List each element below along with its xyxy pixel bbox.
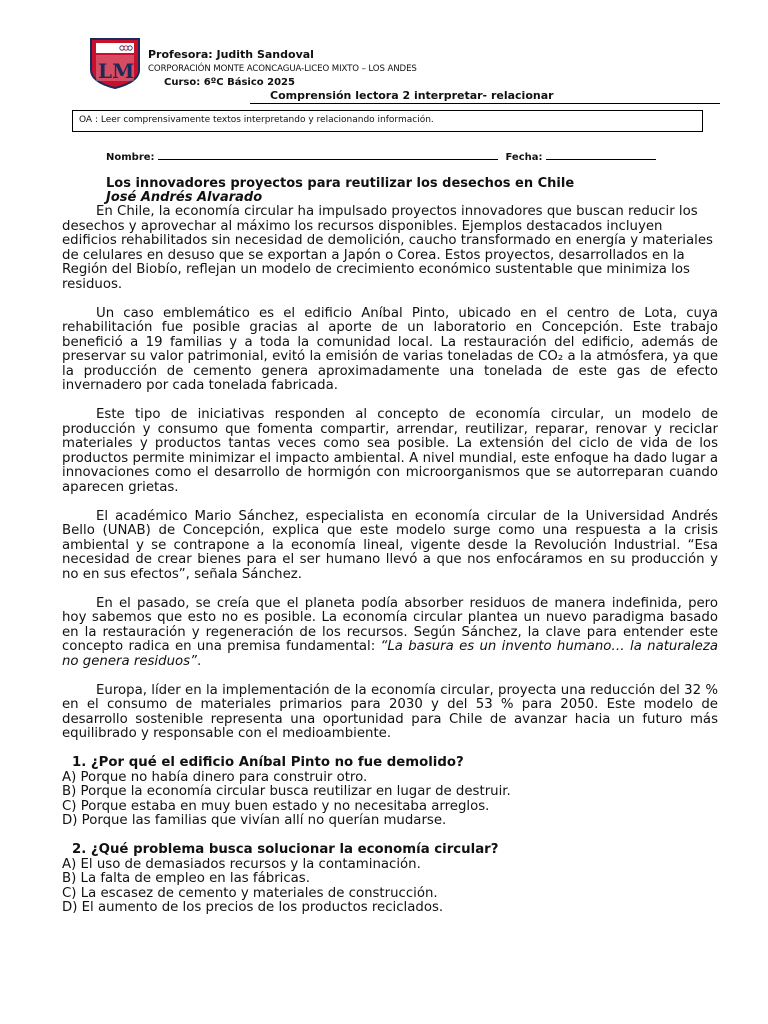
article-author: José Andrés Alvarado <box>106 190 263 205</box>
answer-option-b[interactable]: B) Porque la economía circular busca reutilizar en lugar de destruir. <box>62 784 511 799</box>
course-label: Curso: 6ºC Básico 2025 <box>164 77 295 88</box>
question-block-2 <box>62 843 718 916</box>
answer-option-a[interactable]: A) Porque no había dinero para construir otro. <box>62 769 368 785</box>
question-title: 1. ¿Por qué el edificio Aníbal Pinto no fue demolido? <box>72 755 464 770</box>
paragraph: Un caso emblemático es el edificio Aníbal Pinto, ubicado en el centro de Lota, cuya rehabilitación fue posible gracias al aporte de un laboratorio en Concepción. Este trabajo benefició a 19 familias y a toda la comunidad local. La restauración del edificio, además de preservar su valor patrimonial, evitó la emisión de varias toneladas de CO₂ a la atmósfera, ya que la producción de cemento genera aproximadamente una tonelada de este gas de efecto invernadero por cada tonelada fabricada. <box>62 305 718 393</box>
article-body <box>62 205 718 930</box>
answer-option-a[interactable]: A) El uso de demasiados recursos y la contaminación. <box>62 856 421 872</box>
quote-end: . <box>196 653 202 669</box>
worksheet-title: Comprensión lectora 2 interpretar- relacionar <box>250 89 720 104</box>
paragraph: Europa, líder en la implementación de la economía circular, proyecta una reducción del 32 % en el consumo de materiales primarios para 2030 y del 53 % para 2050. Este modelo de desarrollo sostenible representa una oportunidad para Chile de avanzar hacia un futuro más equilibrado y responsable con el medioambiente. <box>62 682 718 741</box>
quote: “La basura es un invento humano… la naturaleza no genera residuos” <box>62 639 718 669</box>
paragraph-with-quote <box>62 597 718 670</box>
name-date-line <box>106 150 660 163</box>
question-title: 2. ¿Qué problema busca solucionar la economía circular? <box>72 842 499 857</box>
question-block-1 <box>62 756 718 829</box>
article-title: Los innovadores proyectos para reutilizar los desechos en Chile <box>106 176 575 191</box>
school-logo <box>88 36 142 90</box>
answer-option-d[interactable]: D) El aumento de los precios de los productos reciclados. <box>62 900 444 915</box>
answer-option-d[interactable]: D) Porque las familias que vivían allí no querían mudarse. <box>62 813 447 828</box>
paragraph-text: En el pasado, se creía que el planeta podía absorber residuos de manera indefinida, pero hoy sabemos que esto no es posible. La economía circular plantea un nuevo paradigma basado en la restauración y regeneración de los recursos. Según Sánchez, la clave para entender este concepto radica en una premisa fundamental: <box>62 595 718 654</box>
paragraph: En Chile, la economía circular ha impulsado proyectos innovadores que buscan reducir los desechos y aprovechar al máximo los recursos disponibles. Ejemplos destacados incluyen edificios rehabilitados sin necesidad de demolición, caucho transformado en energía y materiales de celulares en desuso que se exportan a Japón o Corea. Estos proyectos, desarrollados en la Región del Biobío, reflejan un modelo de crecimiento económico sustentable que minimiza los residuos. <box>62 204 713 292</box>
teacher-name: Profesora: Judith Sandoval <box>148 48 314 61</box>
paragraph: El académico Mario Sánchez, especialista en economía circular de la Universidad Andrés Bello (UNAB) de Concepción, explica que este modelo surge como una respuesta a la crisis ambiental y se contrapone a la economía lineal, vigente desde la Revolución Industrial. “Esa necesidad de crear bienes para el ser humano llevó a que nos enfocáramos en su producción y no en sus efectos”, señala Sánchez. <box>62 508 718 582</box>
answer-option-c[interactable]: C) La escasez de cemento y materiales de construcción. <box>62 885 438 901</box>
date-label: Fecha: <box>505 152 543 163</box>
answer-option-b[interactable]: B) La falta de empleo en las fábricas. <box>62 871 310 886</box>
date-field[interactable] <box>546 150 656 160</box>
name-label: Nombre: <box>106 152 155 163</box>
paragraph: Este tipo de iniciativas responden al concepto de economía circular, un modelo de producción y consumo que fomenta compartir, arrendar, reutilizar, reparar, renovar y reciclar materiales y productos tantas veces como sea posible. La extensión del ciclo de vida de los productos permite minimizar el impacto ambiental. A nivel mundial, este enfoque ha dado lugar a innovaciones como el desarrollo de hormigón con microorganismos que se autorreparan cuando aparecen grietas. <box>62 407 718 495</box>
learning-objective-box: OA : Leer comprensivamente textos interpretando y relacionando información. <box>72 110 703 132</box>
corporation-name: CORPORACIÓN MONTE ACONCAGUA-LICEO MIXTO – LOS ANDES <box>148 64 417 74</box>
logo-lettering: LM <box>98 59 135 83</box>
name-field[interactable] <box>158 150 498 160</box>
answer-option-c[interactable]: C) Porque estaba en muy buen estado y no necesitaba arreglos. <box>62 798 490 814</box>
